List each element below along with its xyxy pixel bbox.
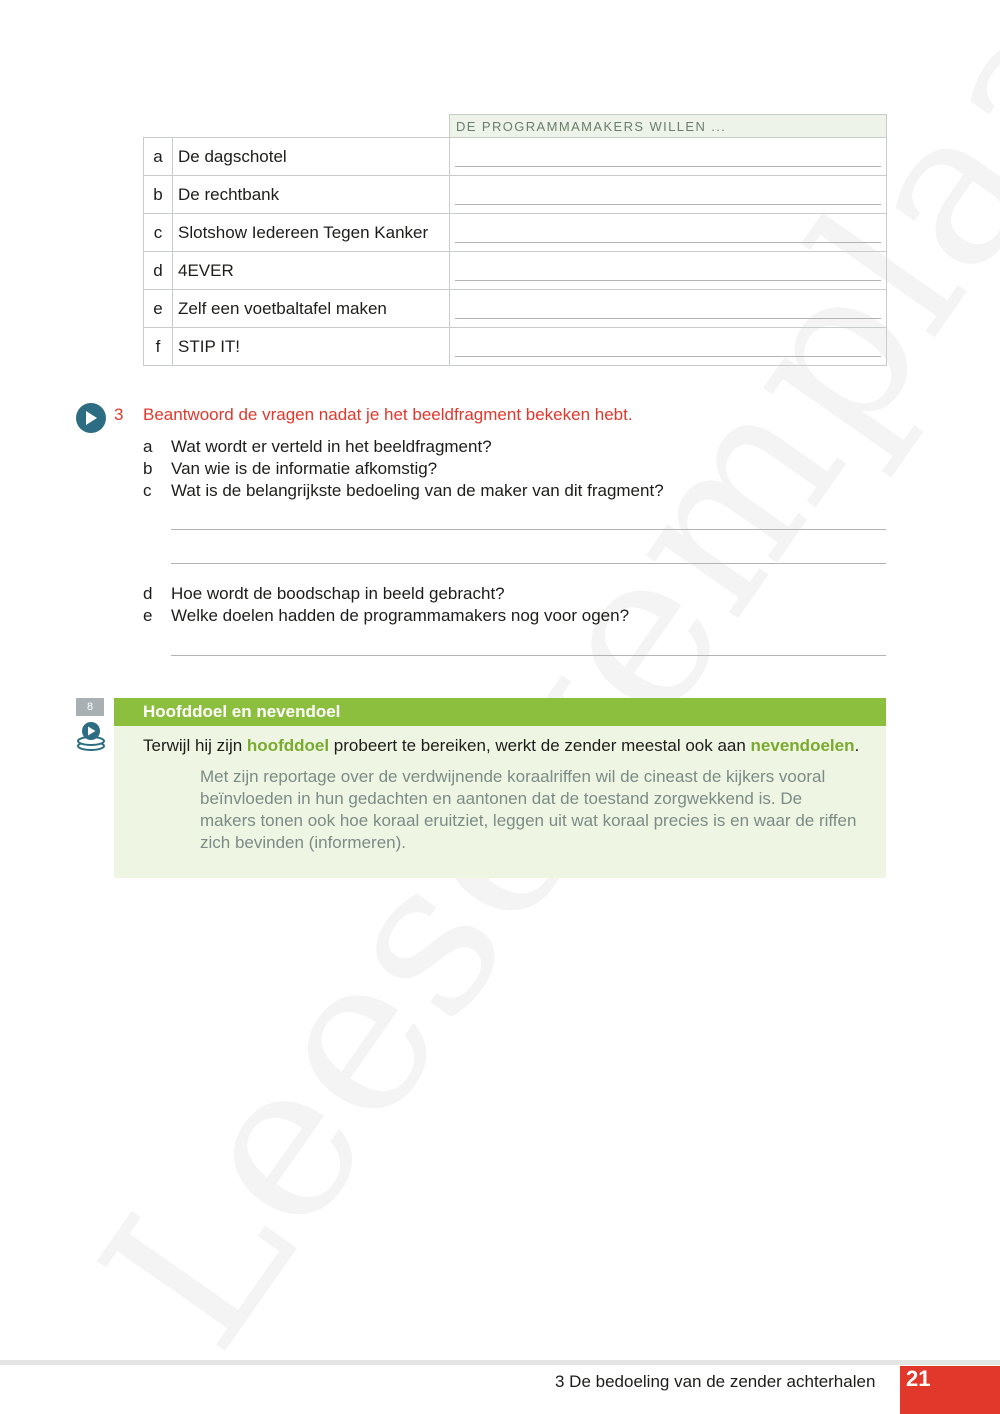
keyword-nevendoelen: nevendoelen — [750, 736, 855, 755]
table-header: DE PROGRAMMAMAKERS WILLEN ... — [450, 115, 887, 138]
answer-field[interactable] — [450, 290, 887, 328]
question-text: Hoe wordt de boodschap in beeld gebracht? — [171, 584, 505, 603]
answer-field[interactable] — [450, 328, 887, 366]
infobox-example: Met zijn reportage over de verdwijnende koraalriffen wil de cineast de kijkers vooral beïnvloeden in hun gedachten en aantonen dat de toestand zorgwekkend is. De makers tonen ook hoe koraal eruitziet, leggen uit wat koraal precies is en waar de riffen zich bevinden (informeren). — [200, 767, 857, 852]
question-letter: e — [143, 606, 153, 625]
question-text: Wat is de belangrijkste bedoeling van de maker van dit fragment? — [171, 481, 664, 500]
keyword-hoofddoel: hoofddoel — [246, 736, 330, 755]
table-row — [144, 328, 887, 366]
footer-divider — [0, 1360, 1000, 1365]
question-text: Wat wordt er verteld in het beeldfragment? — [171, 437, 492, 456]
intro-text: probeert te bereiken, werkt de zender meestal ook aan — [329, 736, 751, 755]
row-topic: Slotshow Iedereen Tegen Kanker — [173, 214, 450, 252]
table-row — [144, 214, 887, 252]
answer-field[interactable] — [450, 252, 887, 290]
row-letter: b — [144, 176, 173, 214]
theory-number-badge: 8 — [76, 698, 104, 716]
answer-line[interactable] — [171, 529, 886, 530]
question-letter: c — [143, 481, 152, 500]
play-video-icon[interactable] — [76, 403, 106, 433]
row-letter: c — [144, 214, 173, 252]
video-stack-icon[interactable] — [76, 720, 106, 752]
row-letter: f — [144, 328, 173, 366]
chapter-title: 3 De bedoeling van de zender achterhalen — [555, 1372, 876, 1391]
answer-field[interactable] — [450, 176, 887, 214]
row-topic: Zelf een voetbaltafel maken — [173, 290, 450, 328]
answer-line[interactable] — [171, 655, 886, 656]
answer-field[interactable] — [450, 138, 887, 176]
answer-line[interactable] — [171, 563, 886, 564]
row-topic: De dagschotel — [173, 138, 450, 176]
question-letter: b — [143, 459, 153, 478]
infobox-title: Hoofddoel en nevendoel — [114, 698, 886, 726]
question-text: Van wie is de informatie afkomstig? — [171, 459, 438, 478]
table-row — [144, 176, 887, 214]
question-letter: a — [143, 437, 153, 456]
row-topic: 4EVER — [173, 252, 450, 290]
table-row — [144, 252, 887, 290]
table-row — [144, 290, 887, 328]
intro-text: . — [854, 736, 860, 755]
goal-table — [143, 114, 887, 366]
answer-field[interactable] — [450, 214, 887, 252]
row-letter: e — [144, 290, 173, 328]
table-row — [144, 138, 887, 176]
exercise-number: 3 — [114, 405, 124, 424]
infobox — [114, 726, 886, 878]
exercise-title: Beantwoord de vragen nadat je het beeldfragment bekeken hebt. — [143, 405, 633, 424]
infobox-intro — [143, 736, 859, 756]
row-topic: STIP IT! — [173, 328, 450, 366]
question-text: Welke doelen hadden de programmamakers nog voor ogen? — [171, 606, 630, 625]
page-number: 21 — [900, 1366, 1000, 1414]
row-letter: a — [144, 138, 173, 176]
question-letter: d — [143, 584, 153, 603]
row-letter: d — [144, 252, 173, 290]
intro-text: Terwijl hij zijn — [143, 736, 247, 755]
row-topic: De rechtbank — [173, 176, 450, 214]
